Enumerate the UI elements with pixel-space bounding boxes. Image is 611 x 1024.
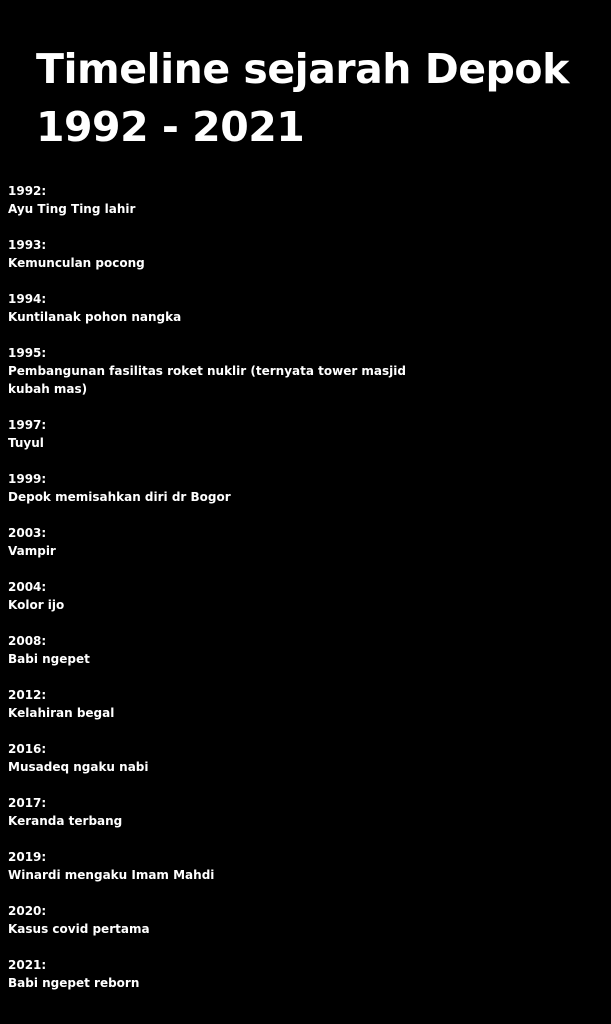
entry-event: Babi ngepet reborn xyxy=(8,976,140,990)
timeline-entry xyxy=(8,740,448,776)
entry-year: 2021: xyxy=(8,958,47,972)
timeline-entry xyxy=(8,848,448,884)
entry-year: 2008: xyxy=(8,634,47,648)
timeline-list xyxy=(8,182,448,1010)
entry-year: 2003: xyxy=(8,526,47,540)
entry-event: Depok memisahkan diri dr Bogor xyxy=(8,490,231,504)
entry-event: Vampir xyxy=(8,544,56,558)
timeline-entry xyxy=(8,632,448,668)
timeline-entry xyxy=(8,578,448,614)
timeline-entry xyxy=(8,794,448,830)
timeline-entry xyxy=(8,416,448,452)
entry-year: 2019: xyxy=(8,850,47,864)
entry-event: Ayu Ting Ting lahir xyxy=(8,202,136,216)
timeline-entry xyxy=(8,344,448,398)
timeline-entry xyxy=(8,956,448,992)
entry-year: 2017: xyxy=(8,796,47,810)
entry-year: 1997: xyxy=(8,418,47,432)
entry-event: Winardi mengaku Imam Mahdi xyxy=(8,868,215,882)
entry-event: Kasus covid pertama xyxy=(8,922,150,936)
entry-year: 2020: xyxy=(8,904,47,918)
entry-year: 2004: xyxy=(8,580,47,594)
entry-event: Babi ngepet xyxy=(8,652,90,666)
entry-year: 2012: xyxy=(8,688,47,702)
entry-event: Keranda terbang xyxy=(8,814,123,828)
entry-event: Musadeq ngaku nabi xyxy=(8,760,149,774)
entry-year: 2016: xyxy=(8,742,47,756)
entry-year: 1992: xyxy=(8,184,47,198)
entry-event: Kuntilanak pohon nangka xyxy=(8,310,182,324)
title-line-1: Timeline sejarah Depok xyxy=(36,45,569,93)
timeline-entry xyxy=(8,686,448,722)
timeline-entry xyxy=(8,470,448,506)
page-title xyxy=(36,40,596,156)
timeline-entry xyxy=(8,236,448,272)
entry-event: Pembangunan fasilitas roket nuklir (ternyata tower masjid kubah mas) xyxy=(8,364,406,396)
entry-event: Kolor ijo xyxy=(8,598,65,612)
entry-year: 1993: xyxy=(8,238,47,252)
entry-year: 1994: xyxy=(8,292,47,306)
timeline-entry xyxy=(8,182,448,218)
timeline-entry xyxy=(8,290,448,326)
entry-year: 1999: xyxy=(8,472,47,486)
entry-event: Kemunculan pocong xyxy=(8,256,145,270)
entry-event: Tuyul xyxy=(8,436,44,450)
entry-event: Kelahiran begal xyxy=(8,706,115,720)
entry-year: 1995: xyxy=(8,346,47,360)
title-line-2: 1992 - 2021 xyxy=(36,103,305,151)
timeline-entry xyxy=(8,902,448,938)
timeline-entry xyxy=(8,524,448,560)
